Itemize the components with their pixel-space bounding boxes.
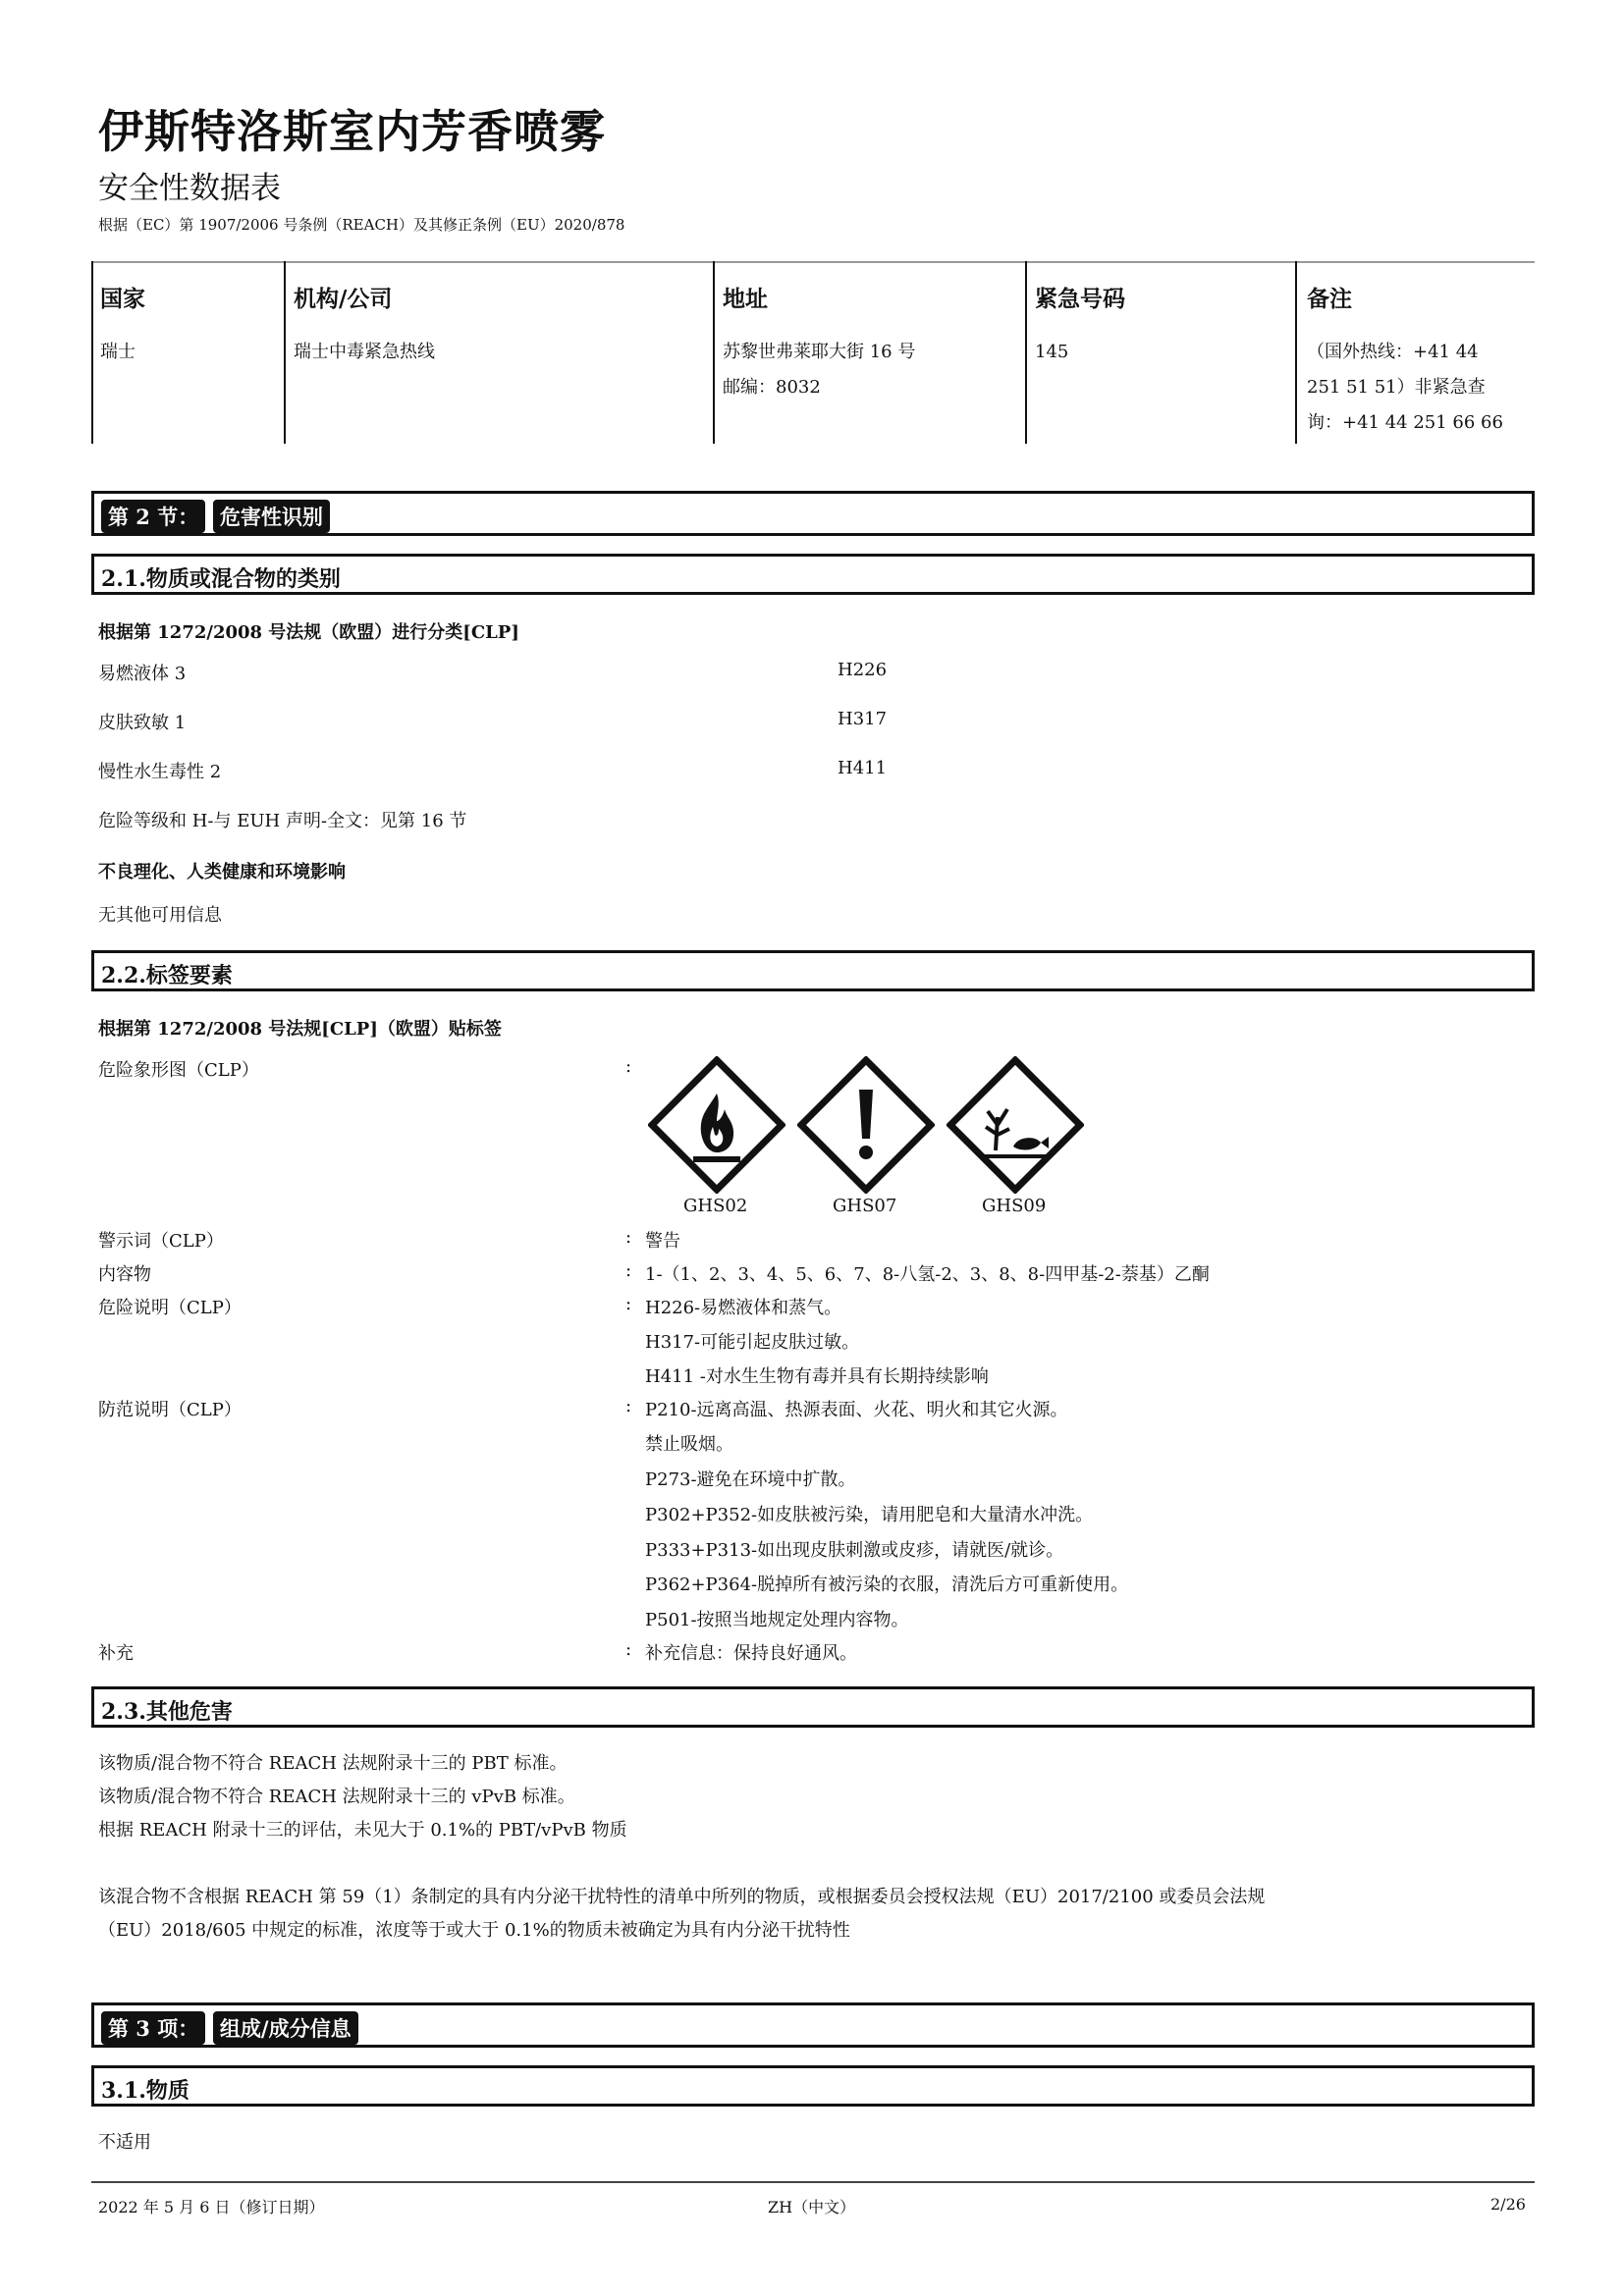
regulation-line: 根据（EC）第 1907/2006 号条例（REACH）及其修正条例（EU）2020/878 [98, 216, 625, 234]
ghs09-environment-icon [947, 1056, 1084, 1194]
cell-address [723, 335, 1017, 405]
hazard-class-code: H411 [838, 758, 888, 778]
note-line-3: 询：+41 44 251 66 66 [1307, 412, 1503, 433]
pictograms-label: 危险象形图（CLP） [98, 1060, 259, 1081]
subsection-2-1-title: 2.1.物质或混合物的类别 [101, 566, 341, 592]
column-org [294, 261, 706, 444]
signal-word-value: 警告 [645, 1231, 680, 1252]
precautionary-statement: P273-避免在环境中扩散。 [645, 1469, 856, 1490]
subsection-2-3-title: 2.3.其他危害 [101, 1699, 233, 1725]
ghs07-exclamation-icon [797, 1056, 935, 1194]
hazard-statement: H411 -对水生生物有毒并具有长期持续影响 [645, 1366, 989, 1387]
precautionary-statement: P302+P352-如皮肤被污染，请用肥皂和大量清水冲洗。 [645, 1505, 1094, 1525]
section-3-header [91, 2002, 1535, 2048]
footer-date: 2022 年 5 月 6 日（修订日期） [98, 2198, 325, 2216]
footer-rule [91, 2181, 1535, 2183]
pictogram-code: GHS02 [683, 1196, 748, 1216]
footer-language: ZH（中文） [768, 2198, 856, 2216]
footer-page-number: 2/26 [1490, 2195, 1526, 2214]
cell-org: 瑞士中毒紧急热线 [294, 342, 435, 362]
header-country: 国家 [100, 286, 145, 312]
address-line-1: 苏黎世弗莱耶大街 16 号 [723, 342, 916, 362]
cell-phone: 145 [1035, 342, 1069, 362]
clp-classification-heading: 根据第 1272/2008 号法规（欧盟）进行分类[CLP] [98, 622, 519, 643]
document-title: 伊斯特洛斯室内芳香喷雾 [98, 105, 606, 158]
contains-label: 内容物 [98, 1264, 151, 1285]
section-2-badge: 第 2 节： [101, 500, 205, 533]
hazard-statement: H226-易燃液体和蒸气。 [645, 1298, 842, 1318]
column-country [100, 261, 277, 444]
signal-word-label: 警示词（CLP） [98, 1231, 224, 1252]
poison-center-table [91, 261, 1535, 444]
precautionary-statement: P333+P313-如出现皮肤刺激或皮疹，请就医/就诊。 [645, 1540, 1064, 1561]
colon: : [625, 1056, 632, 1077]
contains-value: 1-（1、2、3、4、5、6、7、8-八氢-2、3、8、8-四甲基-2-萘基）乙酮 [645, 1264, 1210, 1285]
precautionary-statement: P210-远离高温、热源表面、火花、明火和其它火源。 [645, 1400, 1068, 1420]
supplement-value: 补充信息：保持良好通风。 [645, 1643, 857, 1664]
substance-text: 不适用 [98, 2132, 151, 2153]
header-address: 地址 [723, 286, 768, 312]
colon: : [625, 1396, 632, 1416]
section-3-title: 组成/成分信息 [213, 2011, 358, 2045]
subsection-2-2-header [91, 950, 1535, 991]
column-address [723, 261, 1017, 444]
column-note [1307, 261, 1535, 444]
full-text-note: 危险等级和 H-与 EUH 声明-全文：见第 16 节 [98, 811, 467, 831]
header-phone: 紧急号码 [1035, 286, 1125, 312]
pictogram-code: GHS07 [833, 1196, 897, 1216]
labelling-heading: 根据第 1272/2008 号法规[CLP]（欧盟）贴标签 [98, 1019, 502, 1040]
colon: : [625, 1294, 632, 1314]
subsection-2-2-title: 2.2.标签要素 [101, 963, 233, 988]
adverse-effects-text: 无其他可用信息 [98, 905, 222, 926]
endocrine-paragraph-line: 该混合物不含根据 REACH 第 59（1）条制定的具有内分泌干扰特性的清单中所列的物质，或根据委员会授权法规（EU）2017/2100 或委员会法规 [98, 1887, 1266, 1907]
colon: : [625, 1260, 632, 1281]
supplement-label: 补充 [98, 1643, 134, 1664]
endocrine-paragraph-line: （EU）2018/605 中规定的标准，浓度等于或大于 0.1%的物质未被确定为具有内分泌干扰特性 [98, 1920, 850, 1941]
colon: : [625, 1639, 632, 1660]
hazard-statement: H317-可能引起皮肤过敏。 [645, 1332, 860, 1353]
cell-country: 瑞士 [100, 342, 135, 362]
section-2-title: 危害性识别 [213, 500, 330, 533]
section-2-header [91, 491, 1535, 536]
header-org: 机构/公司 [294, 286, 393, 312]
column-divider [1025, 261, 1027, 444]
precautionary-statement: P362+P364-脱掉所有被污染的衣服，清洗后方可重新使用。 [645, 1575, 1129, 1595]
note-line-1: （国外热线：+41 44 [1307, 342, 1479, 362]
document-subtitle: 安全性数据表 [98, 171, 281, 206]
other-hazard-line: 根据 REACH 附录十三的评估，未见大于 0.1%的 PBT/vPvB 物质 [98, 1820, 627, 1841]
pictogram-code: GHS09 [982, 1196, 1047, 1216]
other-hazard-line: 该物质/混合物不符合 REACH 法规附录十三的 vPvB 标准。 [98, 1787, 575, 1807]
note-line-2: 251 51 51）非紧急查 [1307, 377, 1486, 398]
hazard-class-name: 易燃液体 3 [98, 664, 187, 684]
column-phone [1035, 261, 1290, 444]
hazard-class-name: 皮肤致敏 1 [98, 713, 187, 733]
precautionary-statements-label: 防范说明（CLP） [98, 1400, 242, 1420]
hazard-class-code: H226 [838, 660, 888, 680]
header-note: 备注 [1307, 286, 1352, 312]
ghs02-flame-icon [648, 1056, 785, 1194]
column-divider [91, 261, 93, 444]
colon: : [625, 1227, 632, 1248]
hazard-class-name: 慢性水生毒性 2 [98, 762, 222, 782]
address-line-2: 邮编：8032 [723, 377, 821, 398]
column-divider [284, 261, 286, 444]
subsection-3-1-header [91, 2065, 1535, 2107]
adverse-effects-heading: 不良理化、人类健康和环境影响 [98, 862, 346, 882]
hazard-class-code: H317 [838, 709, 888, 729]
cell-note [1307, 335, 1535, 441]
subsection-2-3-header [91, 1686, 1535, 1728]
column-divider [1295, 261, 1297, 444]
precautionary-statement: 禁止吸烟。 [645, 1434, 733, 1455]
subsection-3-1-title: 3.1.物质 [101, 2078, 189, 2104]
precautionary-statement: P501-按照当地规定处理内容物。 [645, 1610, 909, 1630]
hazard-statements-label: 危险说明（CLP） [98, 1298, 242, 1318]
subsection-2-1-header [91, 554, 1535, 595]
section-3-badge: 第 3 项： [101, 2011, 205, 2045]
column-divider [713, 261, 715, 444]
other-hazard-line: 该物质/混合物不符合 REACH 法规附录十三的 PBT 标准。 [98, 1753, 568, 1774]
